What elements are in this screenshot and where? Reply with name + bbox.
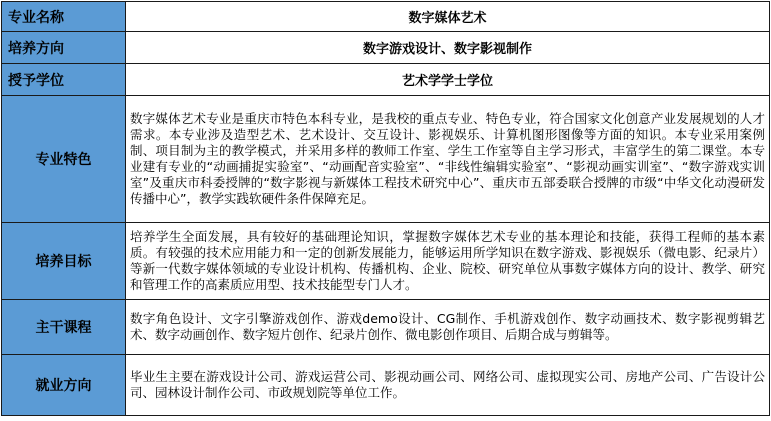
goals-label: 培养目标	[2, 223, 126, 300]
goals-text: 培养学生全面发展，具有较好的基础理论知识，掌握数字媒体艺术专业的基本理论和技能，获得工程师的基本素质。有较强的技术应用能力和一定的创新发展能力，能够运用所学知识在数字游戏、影视娱乐（微电影、纪录片）等新一代数字媒体领域的专业设计机构、传播机构、企业、院校、研究单位从事数字媒体方向的设计、教学、研究和管理工作的高素质应用型、技术技能型专门人才。	[126, 223, 770, 300]
row-goals	[2, 223, 770, 300]
employment-text: 毕业生主要在游戏设计公司、游戏运营公司、影视动画公司、网络公司、虚拟现实公司、房地产公司、广告设计公司、园林设计制作公司、市政规划院等单位工作。	[126, 355, 770, 416]
degree-value: 艺术学学士学位	[126, 64, 770, 96]
employment-label: 就业方向	[2, 355, 126, 416]
row-employment	[2, 355, 770, 416]
row-degree	[2, 64, 770, 96]
major-info-table	[1, 1, 770, 416]
row-features	[2, 96, 770, 223]
features-text: 数字媒体艺术专业是重庆市特色本科专业，是我校的重点专业、特色专业，符合国家文化创意产业发展规划的人才需求。本专业涉及造型艺术、艺术设计、交互设计、影视娱乐、计算机图形图像等方面的知识。本专业采用案例制、项目制为主的教学模式，并采用多样的教师工作室、学生工作室等自主学习形式，丰富学生的第二课堂。本专业建有专业的“动画捕捉实验室”、“动画配音实验室”、“非线性编辑实验室”、“影视动画实训室”、“数字游戏实训室”及重庆市科委授牌的“数字影视与新媒体工程技术研究中心”、重庆市五部委联合授牌的市级“中华文化动漫研发传播中心”，教学实践软硬件条件保障充足。	[126, 96, 770, 223]
major-name-value: 数字媒体艺术	[126, 2, 770, 32]
major-name-label: 专业名称	[2, 2, 126, 32]
direction-value: 数字游戏设计、数字影视制作	[126, 32, 770, 64]
row-courses	[2, 300, 770, 355]
courses-text: 数字角色设计、文字引擎游戏创作、游戏demo设计、CG制作、手机游戏创作、数字动画技术、数字影视剪辑艺术、数字动画创作、数字短片创作、纪录片创作、微电影创作项目、后期合成与剪辑等。	[126, 300, 770, 355]
courses-label: 主干课程	[2, 300, 126, 355]
direction-label: 培养方向	[2, 32, 126, 64]
row-major-name	[2, 2, 770, 32]
row-direction	[2, 32, 770, 64]
features-label: 专业特色	[2, 96, 126, 223]
degree-label: 授予学位	[2, 64, 126, 96]
